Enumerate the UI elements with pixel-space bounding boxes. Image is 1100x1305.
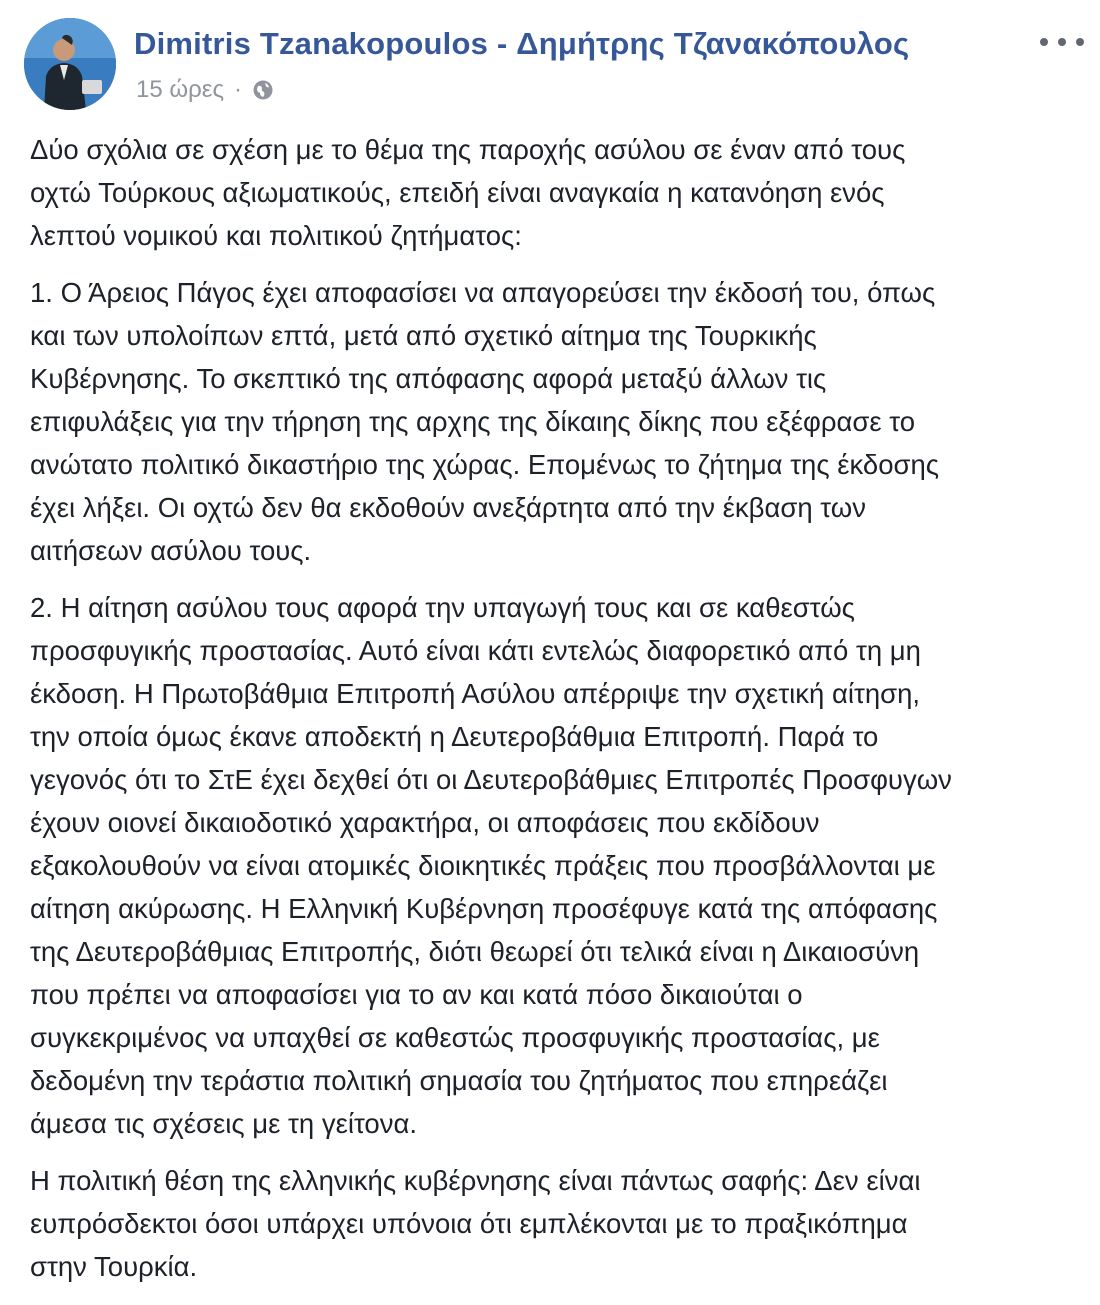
post-paragraph-point-2: 2. Η αίτηση ασύλου τους αφορά την υπαγωγή τους και σε καθεστώς προσφυγικής προστασίας. Αυτό είναι κάτι εντελώς διαφορετικό από τη μη έκδοση. Η Πρωτοβάθμια Επιτροπή Ασύλου απέρριψε την σχετική αίτηση, την οποία όμως έκανε αποδεκτή η Δευτεροβάθμια Επιτροπή. Παρά το γεγονός ότι το ΣτΕ έχει δεχθεί ότι οι Δευτεροβάθμιες Επιτροπές Προσφυγων έχουν οιονεί δικαιοδοτικό χαρακτήρα, οι αποφάσεις που εκδίδουν εξακολουθούν να είναι ατομικές διοικητικές πράξεις που προσβάλλονται με αίτηση ακύρωσης. Η Ελληνική Κυβέρνηση προσέφυγε κατά της απόφασης της Δευτεροβάθμιας Επιτροπής, διότι θεωρεί ότι τελικά είναι η Δικαιοσύνη που πρέπει να αποφασίσει για το αν και κατά πόσο δικαιούται ο συγκεκριμένος να υπαχθεί σε καθεστώς προσφυγικής προστασίας, με δεδομένη την τεράστια πολιτική σημασία του ζητήματος που επηρεάζει άμεσα τις σχέσεις με τη γείτονα. xyxy=(30,592,952,1139)
more-dot xyxy=(1058,38,1066,46)
post-body xyxy=(30,128,1090,1302)
post-meta xyxy=(136,76,274,104)
more-dot xyxy=(1076,38,1084,46)
post-paragraph-intro: Δύο σχόλια σε σχέση με το θέμα της παροχής ασύλου σε έναν από τους οχτώ Τούρκους αξιωματικούς, επειδή είναι αναγκαία η κατανόηση ενός λεπτού νομικού και πολιτικού ζητήματος: xyxy=(30,134,906,251)
author-name[interactable]: Dimitris Tzanakopoulos - Δημήτρης Τζανακόπουλος xyxy=(134,26,910,61)
globe-icon[interactable] xyxy=(252,79,274,101)
more-options-icon[interactable] xyxy=(1040,32,1084,52)
more-dot xyxy=(1040,38,1048,46)
author-avatar[interactable] xyxy=(24,18,116,110)
post-header xyxy=(24,18,1084,118)
post-timestamp[interactable]: 15 ώρες xyxy=(136,76,225,103)
avatar-image xyxy=(24,18,116,110)
meta-separator: · xyxy=(234,76,243,103)
post-paragraph-conclusion: Η πολιτική θέση της ελληνικής κυβέρνησης είναι πάντως σαφής: Δεν είναι ευπρόσδεκτοι όσοι υπάρχει υπόνοια ότι εμπλέκονται με το πραξικόπημα στην Τουρκία. xyxy=(30,1165,921,1282)
post-paragraph-point-1: 1. Ο Άρειος Πάγος έχει αποφασίσει να απαγορεύσει την έκδοσή του, όπως και των υπολοίπων επτά, μετά από σχετικό αίτημα της Τουρκικής Κυβέρνησης. Το σκεπτικό της απόφασης αφορά μεταξύ άλλων τις επιφυλάξεις για την τήρηση της αρχης της δίκαιης δίκης που εξέφρασε το ανώτατο πολιτικό δικαστήριο της χώρας. Επομένως το ζήτημα της έκδοσης έχει λήξει. Οι οχτώ δεν θα εκδοθούν ανεξάρτητα από την έκβαση των αιτήσεων ασύλου τους. xyxy=(30,277,940,566)
